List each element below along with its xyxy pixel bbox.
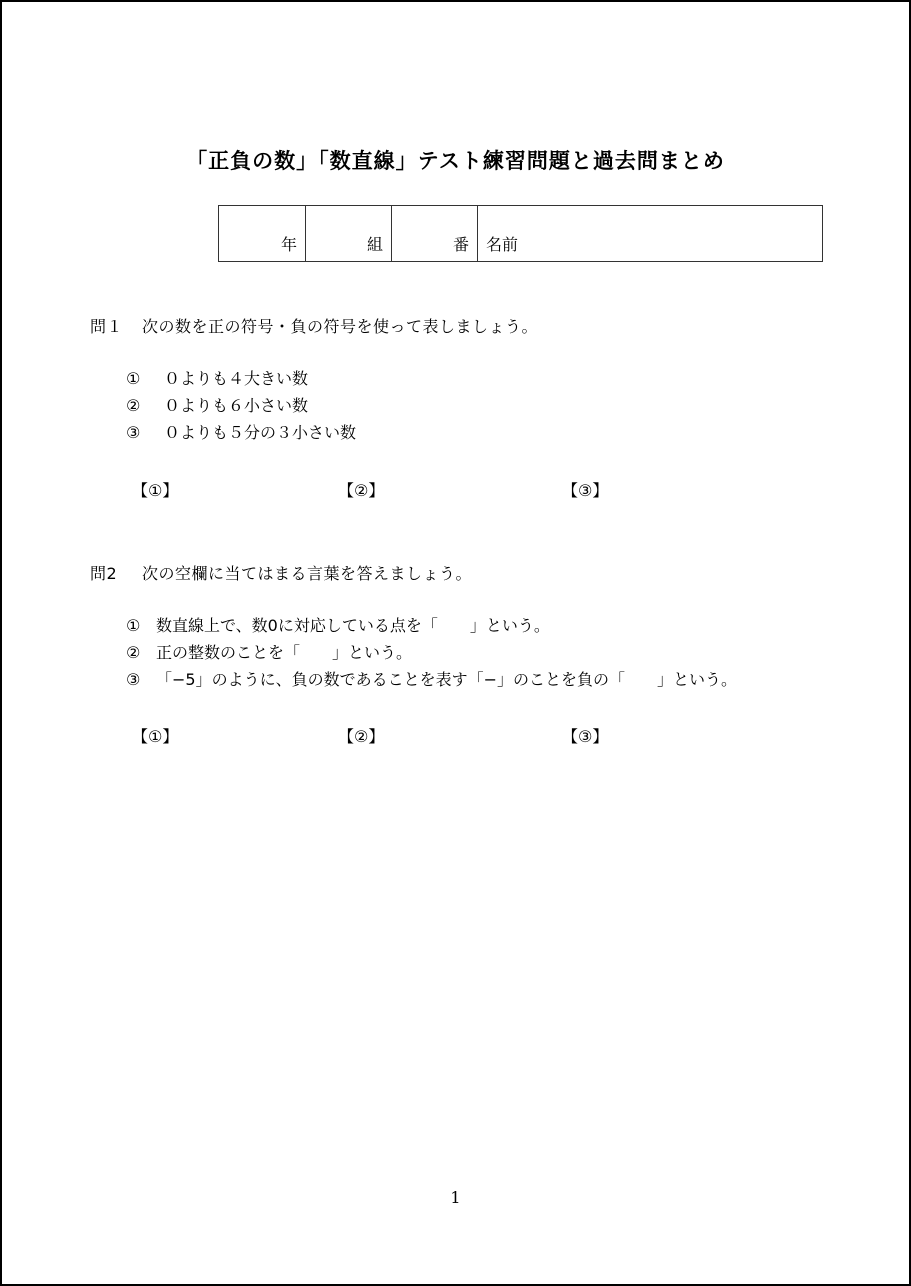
answer-slot-3: 【③】 — [562, 727, 609, 746]
answer-slot-2: 【②】 — [338, 727, 385, 746]
question-2-answers — [132, 724, 732, 748]
item-mark: ② — [126, 396, 141, 415]
list-item — [126, 639, 737, 666]
item-mark: ③ — [126, 670, 141, 689]
question-2-items — [126, 612, 737, 693]
answer-slot-3: 【③】 — [562, 481, 609, 500]
question-2-text: 次の空欄に当てはまる言葉を答えましょう。 — [142, 564, 473, 583]
answer-slot-1: 【①】 — [132, 727, 179, 746]
list-item — [126, 392, 356, 419]
question-1-number: 問１ — [90, 317, 124, 336]
answer-slot-1: 【①】 — [132, 481, 179, 500]
student-name-cell: 名前 — [478, 206, 823, 262]
question-1-answers — [132, 478, 732, 502]
year-cell: 年 — [219, 206, 306, 262]
list-item — [126, 365, 356, 392]
item-mark: ② — [126, 643, 141, 662]
worksheet-title: 「正負の数」「数直線」テスト練習問題と過去問まとめ — [186, 149, 725, 173]
student-number-cell: 番 — [392, 206, 478, 262]
question-1-heading — [90, 314, 538, 337]
item-text: ０よりも６小さい数 — [164, 396, 309, 415]
list-item — [126, 419, 356, 446]
class-cell: 組 — [306, 206, 392, 262]
list-item — [126, 612, 737, 639]
page-number: 1 — [450, 1188, 461, 1207]
item-text: 正の整数のことを「 」という。 — [156, 643, 413, 662]
item-text: 数直線上で、数0に対応している点を「 」という。 — [156, 616, 550, 635]
question-1-text: 次の数を正の符号・負の符号を使って表しましょう。 — [142, 317, 539, 336]
item-text: ０よりも５分の３小さい数 — [164, 423, 357, 442]
item-mark: ① — [126, 369, 141, 388]
answer-slot-2: 【②】 — [338, 481, 385, 500]
list-item — [126, 666, 737, 693]
question-2-heading — [90, 561, 472, 584]
item-mark: ③ — [126, 423, 141, 442]
item-text: 「−5」のように、負の数であることを表す「−」のことを負の「 」という。 — [156, 670, 737, 689]
item-text: ０よりも４大きい数 — [164, 369, 309, 388]
item-mark: ① — [126, 616, 141, 635]
student-info-table — [218, 205, 823, 262]
question-2-number: 問2 — [90, 564, 118, 583]
question-1-items — [126, 365, 356, 446]
